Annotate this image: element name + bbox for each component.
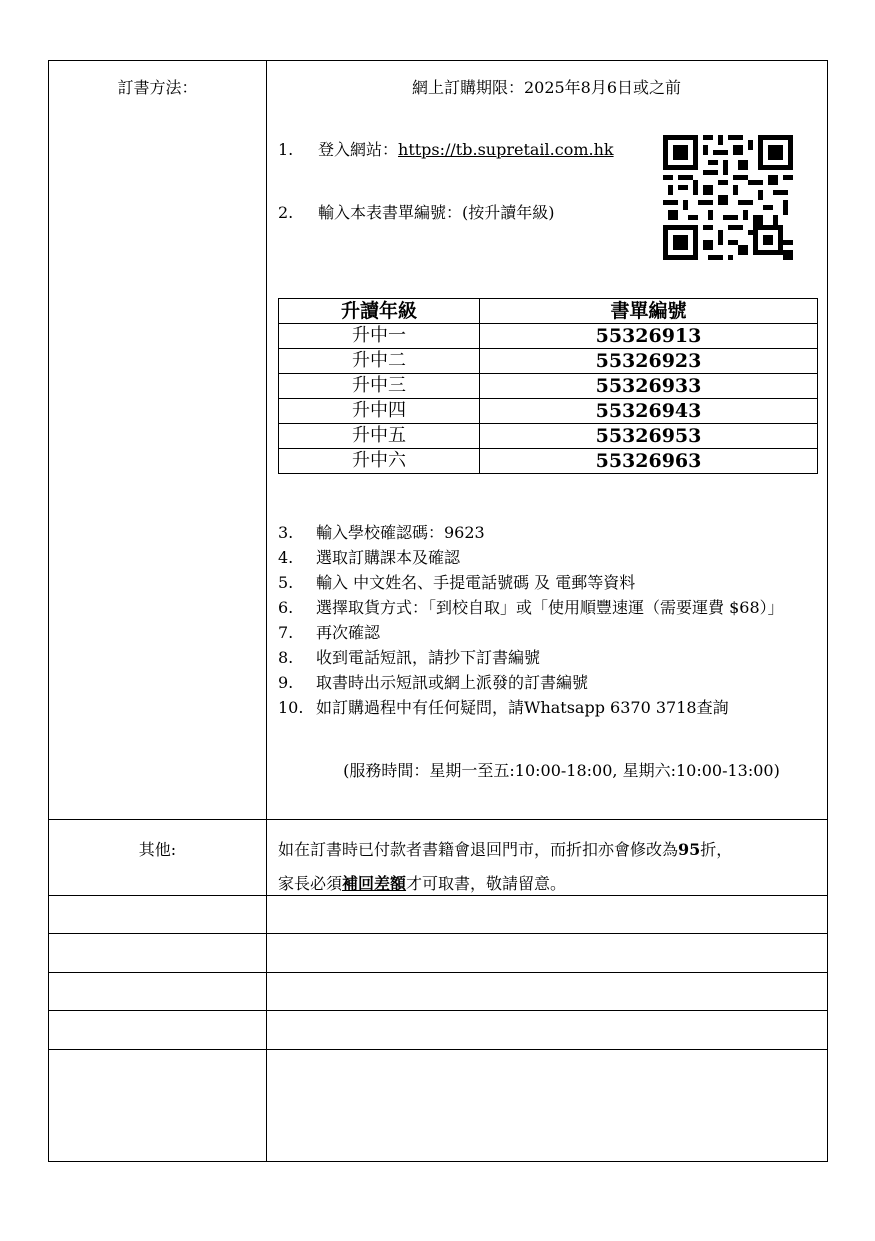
column-divider (266, 61, 267, 1161)
code-cell: 55326913 (480, 324, 818, 349)
order-deadline: 網上訂購期限：2025年8月6日或之前 (411, 78, 682, 97)
row-divider (49, 819, 827, 820)
website-link[interactable]: https://tb.supretail.com.hk (398, 140, 614, 159)
step-text: 如訂購過程中有任何疑問，請Whatsapp 6370 3718查詢 (316, 698, 729, 717)
list-item (278, 620, 818, 645)
table-header-row (279, 299, 818, 324)
step-2 (278, 200, 555, 225)
grade-cell: 升中六 (279, 449, 480, 474)
order-method-label: 訂書方法： (117, 78, 198, 97)
step-text: 輸入學校確認碼：9623 (316, 523, 485, 542)
row-divider (49, 933, 827, 934)
table-row (279, 424, 818, 449)
other-label: 其他: (138, 840, 177, 859)
steps-list (278, 520, 818, 720)
step-text: 取書時出示短訊或網上派發的訂書編號 (316, 673, 589, 692)
step-text: 輸入 中文姓名、手提電話號碼 及 電郵等資料 (316, 573, 636, 592)
service-hours: (服務時間：星期一至五:10:00-18:00, 星期六:10:00-13:00) (343, 761, 780, 780)
code-cell: 55326923 (480, 349, 818, 374)
step-number: 6. (278, 598, 294, 617)
booklist-code-table (278, 298, 818, 474)
grade-cell: 升中三 (279, 374, 480, 399)
grade-cell: 升中二 (279, 349, 480, 374)
other-notice (278, 833, 818, 901)
row-divider (49, 1049, 827, 1050)
list-item (278, 570, 818, 595)
step-text: 再次確認 (316, 623, 381, 642)
notice-line-1 (278, 833, 818, 867)
row-divider (49, 895, 827, 896)
notice-text: 折， (700, 840, 733, 859)
table-row (279, 399, 818, 424)
step-text: 選擇取貨方式：「到校自取」或「使用順豐速運（需要運費 $68）」 (316, 598, 784, 617)
list-item (278, 695, 818, 720)
list-item (278, 520, 818, 545)
step-number: 5. (278, 573, 294, 592)
table-row (279, 374, 818, 399)
step-text: 選取訂購課本及確認 (316, 548, 461, 567)
order-form-table (48, 60, 828, 1162)
step-number: 4. (278, 548, 294, 567)
table-row (279, 324, 818, 349)
table-row (279, 349, 818, 374)
notice-text: 家長必須 (278, 874, 343, 893)
notice-text: 如在訂書時已付款者書籍會退回門市，而折扣亦會修改為 (278, 840, 679, 859)
step-number: 3. (278, 523, 294, 542)
step-text: 收到電話短訊，請抄下訂書編號 (316, 648, 541, 667)
code-cell: 55326943 (480, 399, 818, 424)
step-number: 1. (278, 140, 294, 159)
discount-value: 95 (678, 840, 701, 859)
grade-cell: 升中四 (279, 399, 480, 424)
grade-header: 升讀年級 (279, 299, 480, 324)
code-cell: 55326933 (480, 374, 818, 399)
code-cell: 55326953 (480, 424, 818, 449)
row-divider (49, 972, 827, 973)
step-1 (278, 137, 614, 162)
step-text: 登入網站： (318, 140, 399, 159)
step-number: 8. (278, 648, 294, 667)
list-item (278, 595, 818, 620)
step-number: 7. (278, 623, 294, 642)
notice-text: 才可取書，敬請留意。 (406, 874, 567, 893)
code-header: 書單編號 (480, 299, 818, 324)
step-number: 2. (278, 203, 294, 222)
grade-cell: 升中五 (279, 424, 480, 449)
list-item (278, 645, 818, 670)
list-item (278, 670, 818, 695)
grade-cell: 升中一 (279, 324, 480, 349)
row-divider (49, 1010, 827, 1011)
step-number: 10. (278, 698, 304, 717)
code-cell: 55326963 (480, 449, 818, 474)
list-item (278, 545, 818, 570)
step-number: 9. (278, 673, 294, 692)
qr-code-icon (663, 135, 793, 260)
step-text: 輸入本表書單編號：(按升讀年級) (318, 203, 555, 222)
emphasis-text: 補回差額 (342, 874, 407, 893)
table-row (279, 449, 818, 474)
